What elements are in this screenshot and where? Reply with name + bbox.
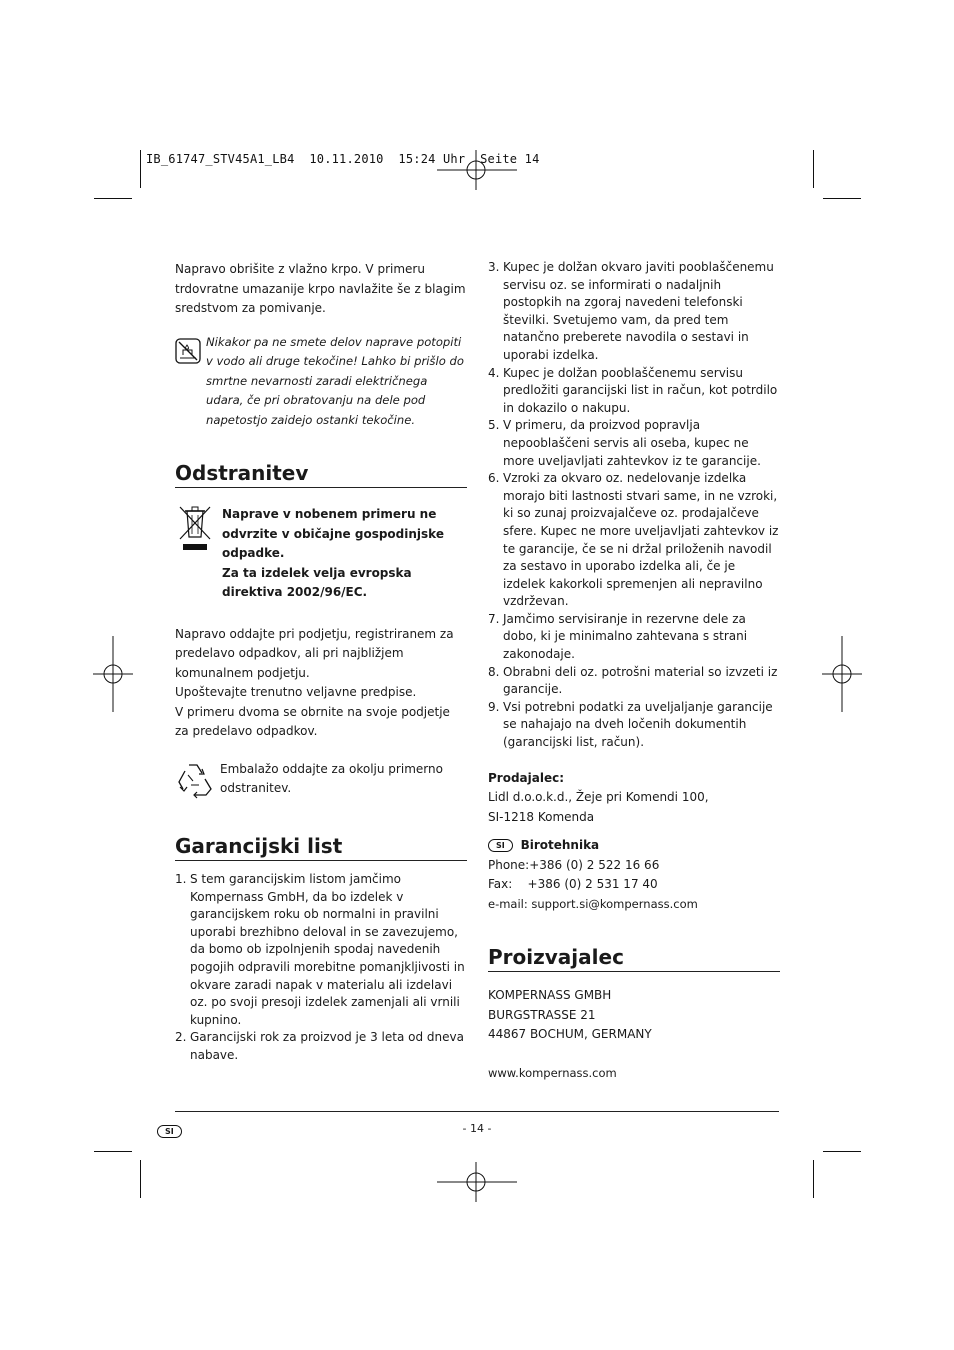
- right-column: [488, 259, 780, 1083]
- list-item: 8. Obrabni deli oz. potrošni material so izvzeti iz garancije.: [488, 664, 778, 697]
- disposal-paragraph-3: V primeru dvoma se obrnite na svoje podjetje za predelavo odpadkov.: [175, 704, 450, 739]
- list-item: 4. Kupec je dolžan pooblaščenemu servisu predložiti garancijski list in račun, kot potrdilo in dokazilo o nakupu.: [488, 365, 778, 415]
- seller-address-line-2: SI-1218 Komenda: [488, 809, 595, 824]
- service-email: e-mail: support.si@kompernass.com: [488, 896, 698, 911]
- registration-mark-left-icon: [93, 636, 133, 712]
- list-item: 2. Garancijski rok za proizvod je 3 leta od dneva nabave.: [175, 1030, 464, 1062]
- recycle-icon: [175, 761, 215, 799]
- weee-directive: Za ta izdelek velja evropska direktiva 2002/96/EC.: [222, 565, 412, 600]
- left-column: [175, 260, 467, 1065]
- registration-mark-bottom-icon: [437, 1162, 517, 1202]
- page-number: - 14 -: [462, 1122, 492, 1135]
- warranty-list-left: [175, 871, 467, 1065]
- disposal-paragraph-2: Upoštevajte trenutno veljavne predpise.: [175, 685, 417, 700]
- list-item: 5. V primeru, da proizvod popravlja nepooblaščeni servis ali oseba, kupec ne more uveljavljati zahtevkov iz te garancije.: [488, 418, 761, 468]
- disposal-paragraph-1: Napravo oddajte pri podjetju, registriranem za predelavo odpadkov, ali pri najbližjem komunalnem podjetju.: [175, 626, 454, 680]
- manufacturer-name: KOMPERNASS GMBH: [488, 988, 612, 1003]
- list-item: 7. Jamčimo servisiranje in rezervne dele za dobo, ki je minimalno zahtevana s strani zakonodaje.: [488, 611, 748, 662]
- packaging-recycle-text: Embalažo oddajte za okolju primerno odstranitev.: [220, 761, 443, 796]
- warranty-heading: Garancijski list: [175, 833, 467, 861]
- service-fax: Fax: +386 (0) 2 531 17 40: [488, 877, 658, 892]
- warranty-list-right: [488, 259, 780, 752]
- list-item: 6. Vzroki za okvaro oz. nedelovanje izdelka morajo biti lastnosti stvari same, in ne vzroki, ki so zunaj proizvajalčeve oz. prodajalčeve sfere. Kupec ne more uveljavljati zahtevkov iz te garancije, če se ni držal priloženih navodil za sestavo in uporabo izdelka ali, če je izdelek kakorkoli spremenjen ali nepravilno vzdrževan.: [488, 471, 779, 609]
- print-slug: IB_61747_STV45A1_LB4 10.11.2010 15:24 Uhr Seite 14: [146, 152, 540, 166]
- warning-block: [175, 333, 467, 431]
- no-water-icon: [175, 338, 201, 364]
- weee-block: [175, 505, 467, 603]
- seller-address-line-1: Lidl d.o.o.k.d., Žeje pri Komendi 100,: [488, 790, 709, 805]
- service-phone: Phone:+386 (0) 2 522 16 66: [488, 857, 660, 872]
- manufacturer-city: 44867 BOCHUM, GERMANY: [488, 1027, 652, 1042]
- footer-badge: SI: [157, 1121, 182, 1140]
- crossed-bin-icon: [179, 505, 211, 551]
- warning-text: Nikakor pa ne smete delov naprave potopiti v vodo ali druge tekočine! Lahko bi prišlo do smrtne nevarnosti zaradi električnega udara, če pri obratovanju na dele pod napetostjo zaidejo ostanki tekočine.: [206, 334, 464, 427]
- list-item: 9. Vsi potrebni podatki za uveljaljanje garancije se nahajajo na dveh ločenih dokumentih (garancijski list, račun).: [488, 699, 773, 750]
- service-name-row: [488, 836, 780, 856]
- manufacturer-website: www.kompernass.com: [488, 1065, 617, 1080]
- cleaning-paragraph: Napravo obrišite z vlažno krpo. V primeru trdovratne umazanije krpo navlažite še z blagim sredstvom za pomivanje.: [175, 262, 466, 315]
- country-badge: SI: [488, 839, 513, 852]
- list-item: 3. Kupec je dolžan okvaro javiti pooblaščenemu servisu oz. se informirati o nadaljnih postopkih na zgoraj navedeni telefonski številki. Svetujemo vam, da pred tem natančno preberete navodila o sestavi in uporabi izdelka.: [488, 260, 774, 362]
- list-item: 1. S tem garancijskim listom jamčimo Kompernass GmbH, da bo izdelek v garancijskem roku ob normalni in pravilni uporabi brezhibno deloval in se zavezujemo, da bomo ob izpolnjenih spodaj navedenih pogojih odpravili morebitne pomanjkljivosti in okvare zaradi napak v materialu ali izdelavi oz. po svoji presoji izdelek zamenjali ali vrnili kupnino.: [175, 871, 465, 1027]
- seller-label: Prodajalec:: [488, 770, 565, 785]
- manufacturer-street: BURGSTRASSE 21: [488, 1007, 596, 1022]
- footer-rule: [175, 1111, 779, 1112]
- service-name: Birotehnika: [520, 838, 600, 853]
- manufacturer-heading: Proizvajalec: [488, 944, 780, 972]
- recycle-block: [175, 760, 467, 799]
- registration-mark-right-icon: [822, 636, 862, 712]
- weee-notice: Naprave v nobenem primeru ne odvrzite v običajne gospodinjske odpadke.: [222, 507, 444, 561]
- disposal-heading: Odstranitev: [175, 460, 467, 488]
